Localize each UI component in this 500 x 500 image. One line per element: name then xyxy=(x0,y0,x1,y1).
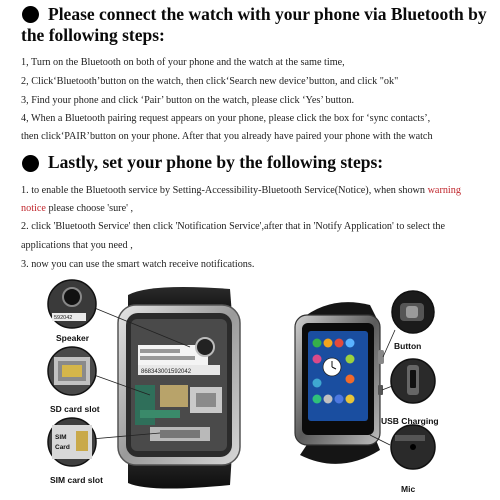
app-icon xyxy=(335,339,344,348)
section2-step1-text: 1. to enable the Bluetooth service by Setting-Accessibility-Bluetooth Service(Notice), when shown xyxy=(21,185,426,196)
bullet-icon xyxy=(22,6,39,23)
app-icon xyxy=(313,395,322,404)
sd-card-slot-label: SD card slot xyxy=(50,404,100,414)
section2-step2: 2. click 'Bluetooth Service' then click 'Notification Service',after that in 'Notify Application' to select the xyxy=(21,221,446,232)
serial-large-text: 868343001592042 xyxy=(141,369,192,375)
watch-front-figure xyxy=(270,275,500,500)
mic-label: Mic xyxy=(401,484,416,494)
section1-step: 4, When a Bluetooth pairing request appears on your phone, please click the box for ‘sync contacts’, xyxy=(21,113,431,124)
app-icon xyxy=(324,339,333,348)
card-text: Card xyxy=(55,444,70,451)
app-icon xyxy=(346,395,355,404)
app-icon xyxy=(313,379,322,388)
app-icon xyxy=(313,339,322,348)
section2-step2-cont: applications that you need , xyxy=(21,240,133,251)
speaker-component xyxy=(196,338,214,356)
sim-text: SIM xyxy=(55,434,67,441)
bullet-icon xyxy=(22,155,39,172)
section1-step: then click‘PAIR’button on your phone. After that you already have paired your phone with the watch xyxy=(21,131,433,142)
button-label: Button xyxy=(394,341,422,351)
sim-card-slot-label: SIM card slot xyxy=(50,475,103,485)
watch-back-figure xyxy=(0,275,260,500)
app-icon xyxy=(324,395,333,404)
section1-step: 3, Find your phone and click ‘Pair’ button on the watch, please click ‘Yes’ button. xyxy=(21,95,355,106)
app-icon xyxy=(346,355,355,364)
section1-step: 2, Click‘Bluetooth’button on the watch, then click‘Search new device’button, and click "ok" xyxy=(21,76,399,87)
section2-step1-tail: please choose 'sure' , xyxy=(45,203,134,214)
section2-step3: 3. now you can use the smart watch receive notifications. xyxy=(21,259,255,270)
section2-heading: Lastly, set your phone by the following steps: xyxy=(48,152,384,172)
section1-heading-line2: the following steps: xyxy=(21,25,165,45)
app-icon xyxy=(313,355,322,364)
app-icon xyxy=(346,339,355,348)
section1-step: 1, Turn on the Bluetooth on both of your phone and the watch at the same time, xyxy=(21,57,345,68)
usb-charging-label: USB Charging xyxy=(381,416,439,426)
warning-text: warning xyxy=(427,185,461,196)
section2-step1 xyxy=(21,184,461,197)
app-icon xyxy=(346,375,355,384)
serial-small-text: 592042 xyxy=(54,315,73,321)
notice-text: notice xyxy=(21,203,46,214)
section2-step1-cont xyxy=(21,202,133,215)
app-icon xyxy=(335,395,344,404)
section1-heading-line1: Please connect the watch with your phone via Bluetooth by xyxy=(48,4,487,24)
speaker-label: Speaker xyxy=(56,333,90,343)
